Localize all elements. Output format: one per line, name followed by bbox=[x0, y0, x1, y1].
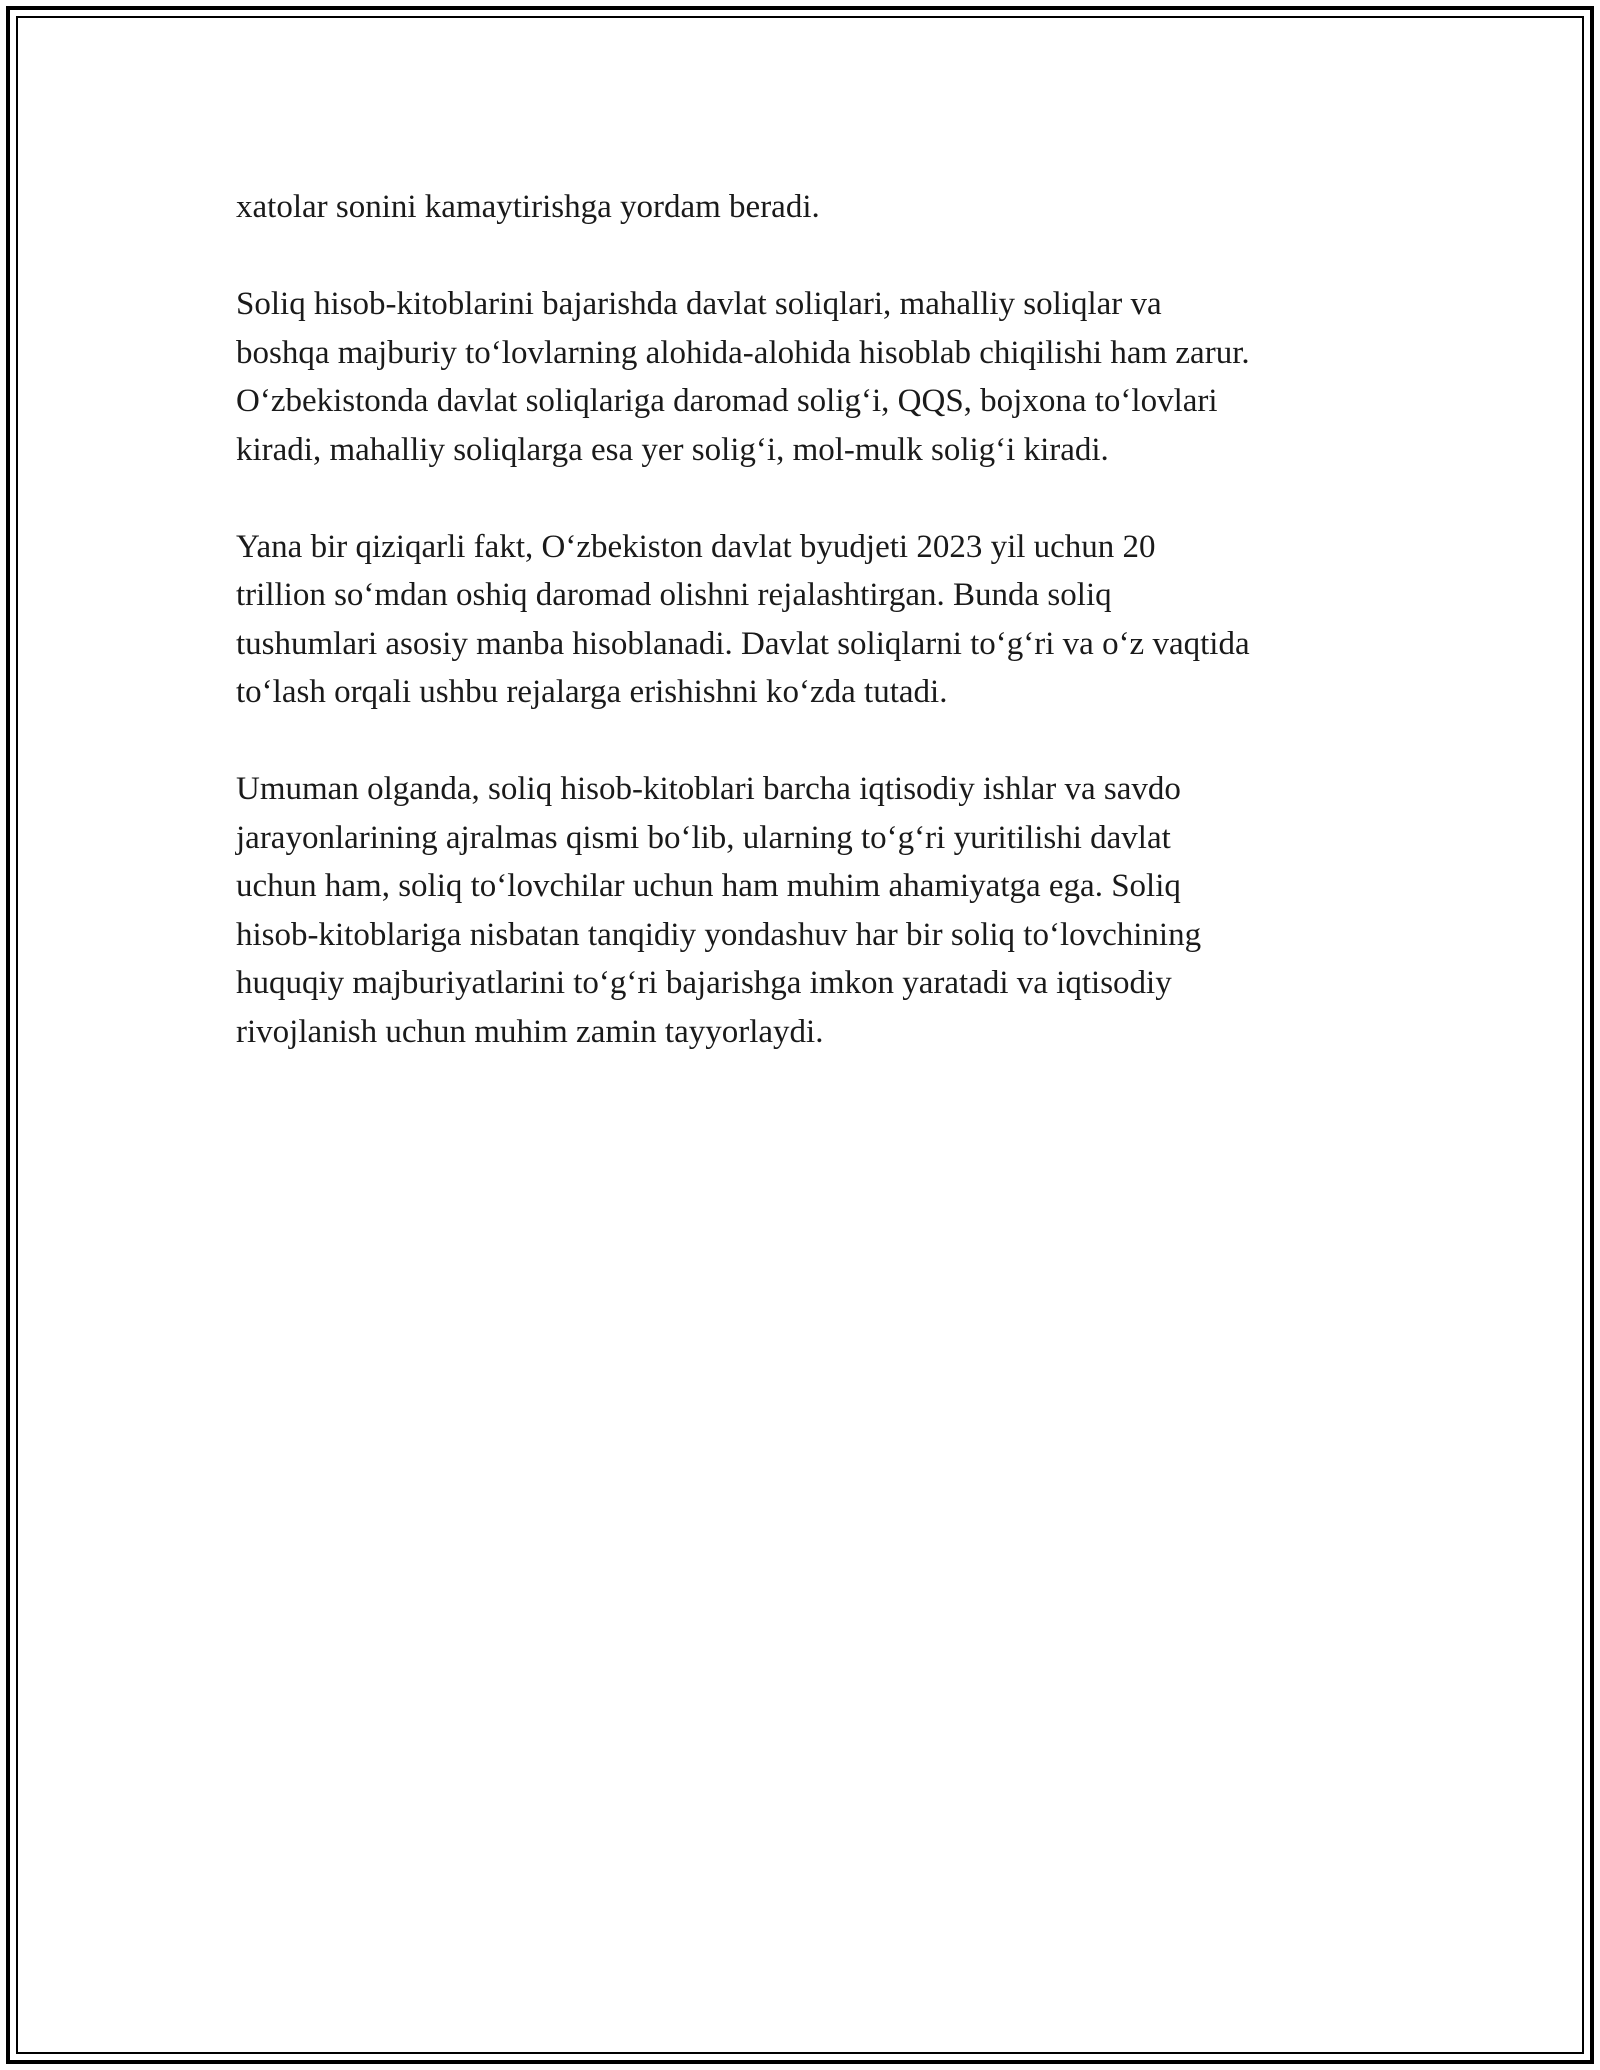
text-line: rivojlanish uchun muhim zamin tayyorlaydi. bbox=[236, 1013, 824, 1050]
paragraph-4 bbox=[236, 765, 1376, 1056]
text-line: xatolar sonini kamaytirishga yordam beradi. bbox=[236, 189, 820, 225]
paragraph-1 bbox=[236, 183, 1376, 232]
text-line: huquqiy majburiyatlarini to‘g‘ri bajarishga imkon yaratadi va iqtisodiy bbox=[236, 965, 1172, 1001]
text-line: Yana bir qiziqarli fakt, O‘zbekiston davlat byudjeti 2023 yil uchun 20 bbox=[236, 528, 1156, 565]
document-body bbox=[236, 183, 1376, 1105]
text-line: boshqa majburiy to‘lovlarning alohida-alohida hisoblab chiqilishi ham zarur. bbox=[236, 334, 1250, 371]
text-line: uchun ham, soliq to‘lovchilar uchun ham muhim ahamiyatga ega. Soliq bbox=[236, 868, 1181, 904]
text-line: Umuman olganda, soliq hisob-kitoblari barcha iqtisodiy ishlar va savdo bbox=[236, 771, 1181, 807]
text-line: hisob-kitoblariga nisbatan tanqidiy yondashuv har bir soliq to‘lovchining bbox=[236, 916, 1202, 953]
text-line: tushumlari asosiy manba hisoblanadi. Davlat soliqlarni to‘g‘ri va o‘z vaqtida bbox=[236, 625, 1250, 662]
text-line: jarayonlarining ajralmas qismi bo‘lib, ularning to‘g‘ri yuritilishi davlat bbox=[236, 819, 1171, 856]
text-line: O‘zbekistonda davlat soliqlariga daromad solig‘i, QQS, bojxona to‘lovlari bbox=[236, 383, 1218, 419]
text-line: kiradi, mahalliy soliqlarga esa yer solig‘i, mol-mulk solig‘i kiradi. bbox=[236, 431, 1109, 468]
text-line: Soliq hisob-kitoblarini bajarishda davlat soliqlari, mahalliy soliqlar va bbox=[236, 286, 1162, 322]
text-line: trillion so‘mdan oshiq daromad olishni rejalashtirgan. Bunda soliq bbox=[236, 577, 1112, 613]
paragraph-3 bbox=[236, 523, 1376, 717]
paragraph-2 bbox=[236, 280, 1376, 474]
text-line: to‘lash orqali ushbu rejalarga erishishni ko‘zda tutadi. bbox=[236, 674, 948, 710]
